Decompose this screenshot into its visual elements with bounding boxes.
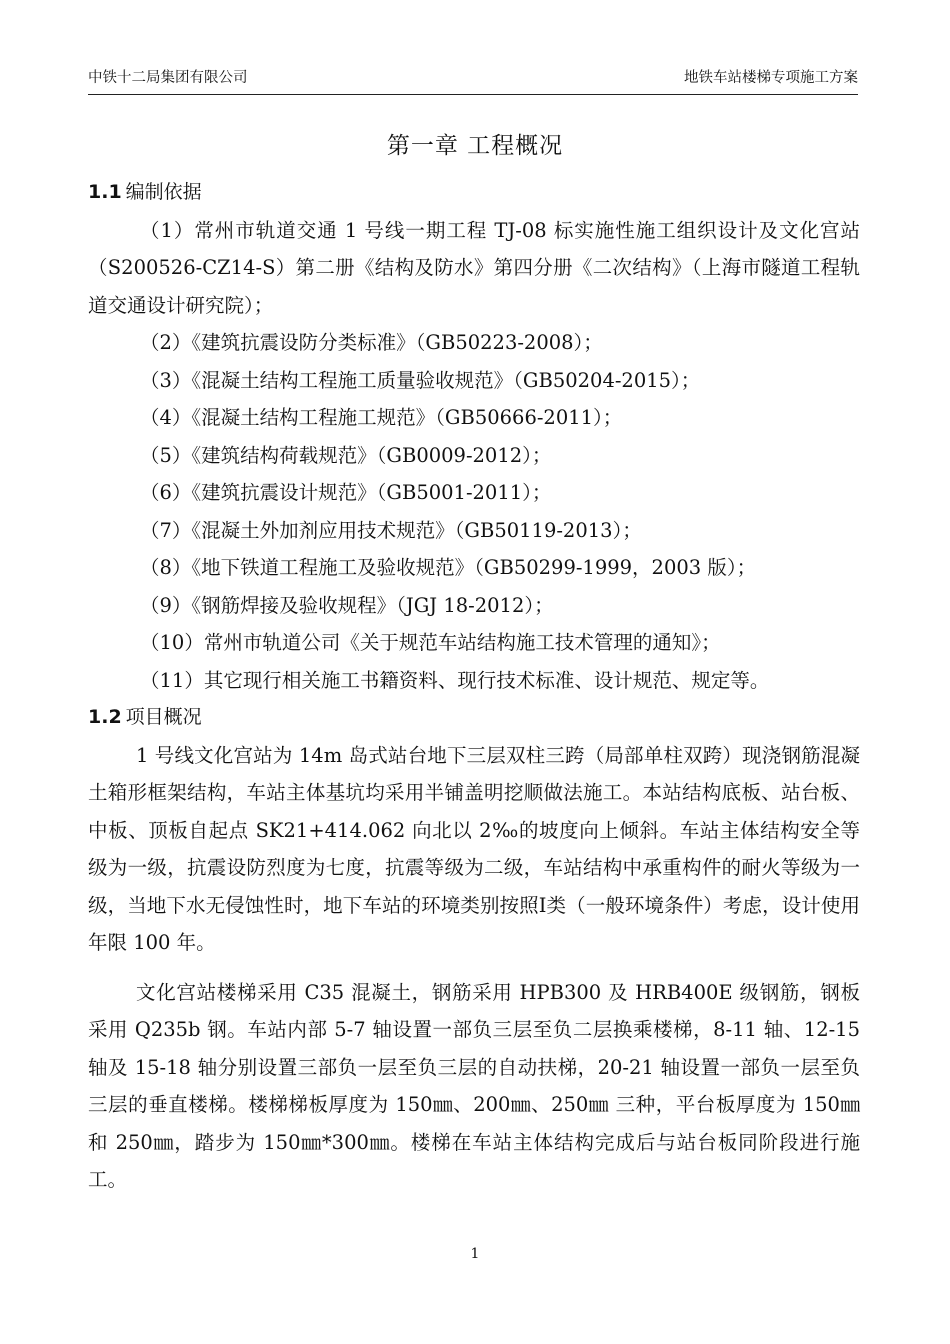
reference-item: （8）《地下铁道工程施工及验收规范》（GB50299-1999，2003 版）； [140,556,757,579]
reference-item: （2）《建筑抗震设防分类标准》（GB50223-2008）； [140,331,603,354]
section-heading-1-2 [88,699,860,737]
header-company: 中铁十二局集团有限公司 [88,70,248,86]
reference-item: （9）《钢筋焊接及验收规程》（JGJ 18-2012）； [140,593,554,617]
section-title: 项目概况 [125,706,202,728]
section-number: 1.2 [88,706,122,728]
page-header [88,66,858,95]
section-number: 1.1 [88,181,122,203]
reference-item: （1）常州市轨道交通 1 号线一期工程 TJ-08 标实施性施工组织设计及文化宫站 （S200526-CZ14-S）第二册《结构及防水》第四分册《二次结构》（上海市隧道工程轨道交通设计研究院）； [88,218,860,317]
body-paragraph: 文化宫站楼梯采用 C35 混凝土，钢筋采用 HPB300 及 HRB400E 级钢筋，钢板采用 Q235b 钢。车站内部 5-7 轴设置一部负三层至负二层换乘楼梯，8-11 轴、12-15 轴及 15-18 轴分别设置三部负一层至负三层的自动扶梯，20-21 轴设置一部负一层至负三层的垂直楼梯。楼梯梯板厚度为 150㎜、200㎜、250㎜ 三种，平台板厚度为 150㎜ 和 250㎜，踏步为 150㎜*300㎜。楼梯在车站主体结构完成后与站台板同阶段进行施工。 [88,980,860,1191]
page-number: 1 [470,1246,480,1262]
chapter-title: 第一章 工程概况 [386,133,564,159]
reference-item: （10）常州市轨道公司《关于规范车站结构施工技术管理的通知》； [140,631,721,654]
reference-item: （5）《建筑结构荷载规范》（GB0009-2012）； [140,443,552,467]
reference-item: （4）《混凝土结构工程施工规范》（GB50666-2011）； [140,406,623,429]
reference-item: （11）其它现行相关施工书籍资料、现行技术标准、设计规范、规定等。 [140,668,770,692]
reference-item: （7）《混凝土外加剂应用技术规范》（GB50119-2013）； [140,518,642,542]
reference-item: （6）《建筑抗震设计规范》（GB5001-2011）； [140,481,552,504]
section-heading-1-1 [88,174,860,212]
reference-item: （3）《混凝土结构工程施工质量验收规范》（GB50204-2015）； [140,368,701,392]
document-body [88,174,860,1199]
section-title: 编制依据 [125,181,202,203]
header-doc-title: 地铁车站楼梯专项施工方案 [684,70,858,86]
body-paragraph: 1 号线文化宫站为 14m 岛式站台地下三层双柱三跨（局部单柱双跨）现浇钢筋混凝土箱形框架结构，车站主体基坑均采用半铺盖明挖顺做法施工。本站结构底板、站台板、中板、顶板自起点 SK21+414.062 向北以 2‰的坡度向上倾斜。车站主体结构安全等级为一级，抗震设防烈度为七度，抗震等级为二级，车站结构中承重构件的耐火等级为一级，当地下水无侵蚀性时，地下车站的环境类别按照Ⅰ类（一般环境条件）考虑，设计使用年限 100 年。 [88,743,860,954]
